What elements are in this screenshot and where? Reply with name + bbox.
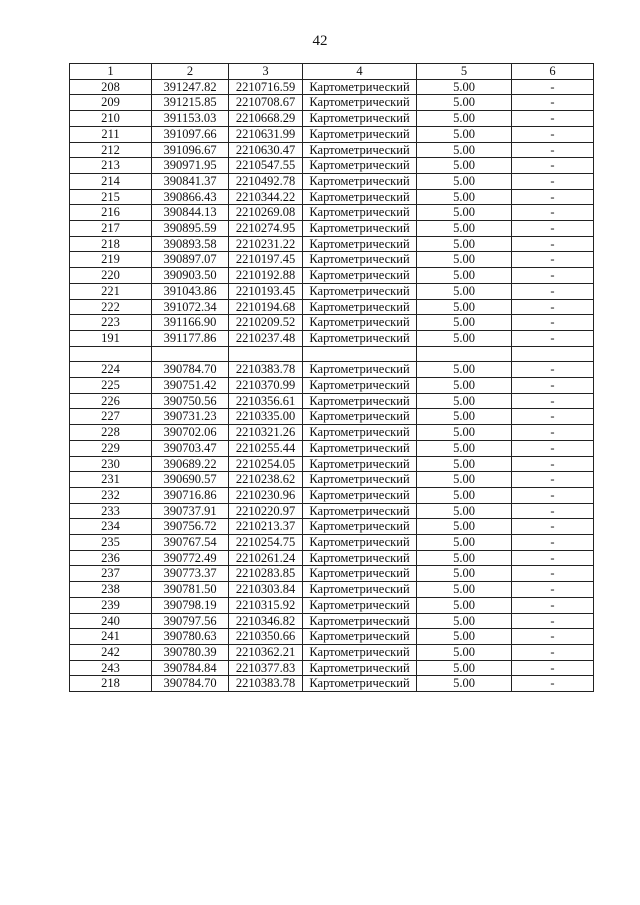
table-cell: 242 (70, 645, 152, 661)
table-row (70, 535, 594, 551)
table-cell: 2210383.78 (229, 362, 303, 378)
table-row (70, 362, 594, 378)
table-cell: - (512, 409, 594, 425)
table-cell: - (512, 252, 594, 268)
table-cell: 2210346.82 (229, 613, 303, 629)
table-cell: Картометрический (303, 519, 417, 535)
table-row (70, 205, 594, 221)
table-row (70, 346, 594, 362)
table-cell: 2210362.21 (229, 645, 303, 661)
table-cell: 5.00 (417, 268, 512, 284)
table-cell: - (512, 566, 594, 582)
table-cell: 390784.70 (152, 362, 229, 378)
table-cell: 5.00 (417, 205, 512, 221)
table-row (70, 425, 594, 441)
table-cell: 390731.23 (152, 409, 229, 425)
table-cell: 390702.06 (152, 425, 229, 441)
table-cell: 221 (70, 283, 152, 299)
table-cell: 2210230.96 (229, 487, 303, 503)
table-cell: 2210668.29 (229, 111, 303, 127)
table-cell: 5.00 (417, 676, 512, 692)
table-cell: 209 (70, 95, 152, 111)
table-cell: - (512, 550, 594, 566)
table-cell: 2210261.24 (229, 550, 303, 566)
table-cell: 390797.56 (152, 613, 229, 629)
table-cell: 210 (70, 111, 152, 127)
table-cell: Картометрический (303, 503, 417, 519)
table-row (70, 550, 594, 566)
table-cell: Картометрический (303, 205, 417, 221)
table-cell: 390841.37 (152, 173, 229, 189)
table-cell: 5.00 (417, 566, 512, 582)
table-cell: 5.00 (417, 189, 512, 205)
table-cell: 217 (70, 221, 152, 237)
table-cell: 2210315.92 (229, 597, 303, 613)
table-cell: - (512, 283, 594, 299)
column-header: 4 (303, 64, 417, 80)
table-cell: 227 (70, 409, 152, 425)
table-cell: 5.00 (417, 111, 512, 127)
table-cell: Картометрический (303, 676, 417, 692)
table-cell: - (512, 142, 594, 158)
table-cell: - (512, 629, 594, 645)
table-cell: 238 (70, 582, 152, 598)
table-row (70, 393, 594, 409)
table-cell: 5.00 (417, 158, 512, 174)
table-cell: - (512, 676, 594, 692)
table-row (70, 378, 594, 394)
table-cell: 211 (70, 126, 152, 142)
table-cell: 390780.63 (152, 629, 229, 645)
table-cell: 5.00 (417, 299, 512, 315)
table-cell: Картометрический (303, 111, 417, 127)
table-cell: 220 (70, 268, 152, 284)
table-row (70, 315, 594, 331)
table-cell: 5.00 (417, 236, 512, 252)
table-row (70, 660, 594, 676)
table-cell: Картометрический (303, 236, 417, 252)
table-cell (70, 346, 152, 362)
table-cell: 2210377.83 (229, 660, 303, 676)
table-cell: Картометрический (303, 283, 417, 299)
table-cell: Картометрический (303, 487, 417, 503)
table-row (70, 676, 594, 692)
table-cell: Картометрический (303, 95, 417, 111)
table-cell: - (512, 645, 594, 661)
table-cell: 5.00 (417, 393, 512, 409)
table-cell: Картометрический (303, 393, 417, 409)
table-cell: 2210547.55 (229, 158, 303, 174)
table-cell: 2210220.97 (229, 503, 303, 519)
table-cell: 2210269.08 (229, 205, 303, 221)
table-cell: Картометрический (303, 126, 417, 142)
table-cell: 2210193.45 (229, 283, 303, 299)
table-row (70, 79, 594, 95)
table-cell: 390773.37 (152, 566, 229, 582)
table-cell: Картометрический (303, 252, 417, 268)
table-cell: 390971.95 (152, 158, 229, 174)
table-cell: Картометрический (303, 597, 417, 613)
table-cell: 5.00 (417, 362, 512, 378)
table-cell: 237 (70, 566, 152, 582)
table-cell: 2210254.05 (229, 456, 303, 472)
table-cell: 223 (70, 315, 152, 331)
table-cell: - (512, 519, 594, 535)
table-cell: 2210321.26 (229, 425, 303, 441)
table-cell: 243 (70, 660, 152, 676)
table-cell: 390784.70 (152, 676, 229, 692)
page-number: 42 (312, 33, 328, 49)
table-cell: - (512, 456, 594, 472)
table-row (70, 582, 594, 598)
table-cell: Картометрический (303, 142, 417, 158)
table-cell: 5.00 (417, 629, 512, 645)
table-cell: 208 (70, 79, 152, 95)
table-cell: 2210708.67 (229, 95, 303, 111)
table-body (70, 64, 594, 692)
table-cell: 2210344.22 (229, 189, 303, 205)
table-cell: 391215.85 (152, 95, 229, 111)
table-cell: Картометрический (303, 425, 417, 441)
table-row (70, 330, 594, 346)
table-cell: 5.00 (417, 409, 512, 425)
table-cell: 2210274.95 (229, 221, 303, 237)
table-row (70, 299, 594, 315)
table-cell: 390690.57 (152, 472, 229, 488)
table-cell: - (512, 613, 594, 629)
table-cell: 236 (70, 550, 152, 566)
table-cell: 239 (70, 597, 152, 613)
table-cell: Картометрический (303, 362, 417, 378)
table-cell: 2210255.44 (229, 440, 303, 456)
table-cell: 391177.86 (152, 330, 229, 346)
table-cell: 390772.49 (152, 550, 229, 566)
table-cell: 5.00 (417, 173, 512, 189)
table-row (70, 189, 594, 205)
table-cell: Картометрический (303, 456, 417, 472)
table-row (70, 173, 594, 189)
table-cell: 5.00 (417, 440, 512, 456)
table-cell: - (512, 221, 594, 237)
table-cell: 2210231.22 (229, 236, 303, 252)
table-cell: 390897.07 (152, 252, 229, 268)
table-cell: 2210350.66 (229, 629, 303, 645)
table-cell: Картометрический (303, 378, 417, 394)
table-cell: 390798.19 (152, 597, 229, 613)
table-cell: 390756.72 (152, 519, 229, 535)
table-cell: 231 (70, 472, 152, 488)
table-cell: - (512, 173, 594, 189)
table-cell: 222 (70, 299, 152, 315)
table-cell: 2210631.99 (229, 126, 303, 142)
table-header-row (70, 64, 594, 80)
table-row (70, 613, 594, 629)
table-row (70, 519, 594, 535)
table-cell: - (512, 393, 594, 409)
table-cell: Картометрический (303, 173, 417, 189)
table-cell: 229 (70, 440, 152, 456)
table-cell (229, 346, 303, 362)
table-cell: - (512, 79, 594, 95)
table-cell: Картометрический (303, 299, 417, 315)
table-cell: 235 (70, 535, 152, 551)
table-cell: - (512, 597, 594, 613)
column-header: 5 (417, 64, 512, 80)
table-cell: - (512, 299, 594, 315)
table-cell: Картометрический (303, 645, 417, 661)
table-cell: 218 (70, 236, 152, 252)
table-row (70, 252, 594, 268)
table-cell: 391166.90 (152, 315, 229, 331)
table-cell: 390784.84 (152, 660, 229, 676)
table-cell: 5.00 (417, 378, 512, 394)
table-cell: 390767.54 (152, 535, 229, 551)
table-cell: 391072.34 (152, 299, 229, 315)
table-cell: 5.00 (417, 142, 512, 158)
table-cell: - (512, 440, 594, 456)
table-cell: 2210383.78 (229, 676, 303, 692)
table-row (70, 597, 594, 613)
table-row (70, 158, 594, 174)
table-row (70, 111, 594, 127)
table-cell: 2210197.45 (229, 252, 303, 268)
table-cell: - (512, 330, 594, 346)
table-cell: - (512, 378, 594, 394)
table-cell: 2210209.52 (229, 315, 303, 331)
table-cell: 2210716.59 (229, 79, 303, 95)
table-cell (152, 346, 229, 362)
table-cell: 5.00 (417, 221, 512, 237)
table-cell: 390866.43 (152, 189, 229, 205)
table-cell: 218 (70, 676, 152, 692)
table-cell: - (512, 95, 594, 111)
table-cell: 390895.59 (152, 221, 229, 237)
table-cell: 390689.22 (152, 456, 229, 472)
column-header: 1 (70, 64, 152, 80)
table-cell: 391096.67 (152, 142, 229, 158)
table-cell: Картометрический (303, 189, 417, 205)
table-cell: - (512, 111, 594, 127)
table-cell: Картометрический (303, 440, 417, 456)
table-cell: Картометрический (303, 550, 417, 566)
table-cell: 5.00 (417, 330, 512, 346)
table-cell: - (512, 158, 594, 174)
table-cell: 225 (70, 378, 152, 394)
table-cell: 390751.42 (152, 378, 229, 394)
table-row (70, 126, 594, 142)
table-cell: 2210303.84 (229, 582, 303, 598)
table-cell: 2210237.48 (229, 330, 303, 346)
table-cell: 240 (70, 613, 152, 629)
table-cell: Картометрический (303, 79, 417, 95)
table-cell: 390780.39 (152, 645, 229, 661)
table-cell: 191 (70, 330, 152, 346)
table-cell: 5.00 (417, 95, 512, 111)
table-cell: 5.00 (417, 283, 512, 299)
table-cell: Картометрический (303, 535, 417, 551)
table-cell: - (512, 189, 594, 205)
table-row (70, 487, 594, 503)
table-cell: 214 (70, 173, 152, 189)
table-cell: 226 (70, 393, 152, 409)
table-cell: 5.00 (417, 535, 512, 551)
column-header: 6 (512, 64, 594, 80)
table-cell: 391247.82 (152, 79, 229, 95)
table-cell: 5.00 (417, 613, 512, 629)
table-cell: 212 (70, 142, 152, 158)
table-cell: 232 (70, 487, 152, 503)
table-row (70, 268, 594, 284)
table-cell: 2210370.99 (229, 378, 303, 394)
table-cell: 390781.50 (152, 582, 229, 598)
table-cell: - (512, 425, 594, 441)
table-cell: 5.00 (417, 660, 512, 676)
table-cell: Картометрический (303, 613, 417, 629)
table-cell: 215 (70, 189, 152, 205)
table-cell: Картометрический (303, 315, 417, 331)
table-cell: 216 (70, 205, 152, 221)
table-cell: 2210630.47 (229, 142, 303, 158)
table-row (70, 221, 594, 237)
table-cell: Картометрический (303, 330, 417, 346)
table-cell: 390750.56 (152, 393, 229, 409)
table-cell: 5.00 (417, 487, 512, 503)
table-cell: 390716.86 (152, 487, 229, 503)
table-cell: 2210213.37 (229, 519, 303, 535)
table-cell: - (512, 660, 594, 676)
table-row (70, 566, 594, 582)
table-cell: Картометрический (303, 660, 417, 676)
table-row (70, 142, 594, 158)
table-cell: Картометрический (303, 158, 417, 174)
table-cell: - (512, 535, 594, 551)
table-cell: 5.00 (417, 126, 512, 142)
table-cell: 5.00 (417, 79, 512, 95)
table-cell: - (512, 236, 594, 252)
table-cell: - (512, 268, 594, 284)
table-cell: - (512, 205, 594, 221)
table-cell: 5.00 (417, 597, 512, 613)
table-cell: 2210238.62 (229, 472, 303, 488)
table-row (70, 283, 594, 299)
table-cell: 2210254.75 (229, 535, 303, 551)
table-cell: Картометрический (303, 472, 417, 488)
table-cell: Картометрический (303, 566, 417, 582)
table-cell: 213 (70, 158, 152, 174)
table-row (70, 629, 594, 645)
table-cell: 219 (70, 252, 152, 268)
table-cell: - (512, 362, 594, 378)
table-cell (512, 346, 594, 362)
table-cell: 5.00 (417, 503, 512, 519)
table-cell: 390737.91 (152, 503, 229, 519)
table-cell (417, 346, 512, 362)
coordinates-table (69, 63, 594, 692)
table-row (70, 456, 594, 472)
table-row (70, 236, 594, 252)
table-cell: 2210194.68 (229, 299, 303, 315)
table-cell: Картометрический (303, 268, 417, 284)
table-cell: 390844.13 (152, 205, 229, 221)
table-cell: - (512, 472, 594, 488)
table-cell: 5.00 (417, 550, 512, 566)
table-cell: 391043.86 (152, 283, 229, 299)
column-header: 3 (229, 64, 303, 80)
table-cell: 5.00 (417, 425, 512, 441)
table-cell: 5.00 (417, 315, 512, 331)
table-cell: 234 (70, 519, 152, 535)
table-cell: 391153.03 (152, 111, 229, 127)
table-cell: - (512, 503, 594, 519)
table-row (70, 472, 594, 488)
table-cell (303, 346, 417, 362)
table-cell: 230 (70, 456, 152, 472)
table-cell: - (512, 315, 594, 331)
table-cell: 5.00 (417, 456, 512, 472)
table-cell: 241 (70, 629, 152, 645)
table-row (70, 645, 594, 661)
table-cell: 390703.47 (152, 440, 229, 456)
table-cell: 2210356.61 (229, 393, 303, 409)
table-cell: 233 (70, 503, 152, 519)
table-cell: 5.00 (417, 252, 512, 268)
table-cell: 2210192.88 (229, 268, 303, 284)
table-cell: 5.00 (417, 645, 512, 661)
table-cell: 2210283.85 (229, 566, 303, 582)
table-row (70, 440, 594, 456)
table-cell: Картометрический (303, 629, 417, 645)
table-cell: 390893.58 (152, 236, 229, 252)
table-cell: 5.00 (417, 472, 512, 488)
table-cell: 5.00 (417, 582, 512, 598)
table-row (70, 95, 594, 111)
table-cell: Картометрический (303, 409, 417, 425)
table-cell: 2210335.00 (229, 409, 303, 425)
table-row (70, 503, 594, 519)
table-cell: Картометрический (303, 582, 417, 598)
table-cell: 5.00 (417, 519, 512, 535)
table-cell: 224 (70, 362, 152, 378)
table-cell: Картометрический (303, 221, 417, 237)
table-cell: 391097.66 (152, 126, 229, 142)
table-cell: - (512, 126, 594, 142)
column-header: 2 (152, 64, 229, 80)
table-cell: 390903.50 (152, 268, 229, 284)
table-cell: - (512, 582, 594, 598)
table-cell: 2210492.78 (229, 173, 303, 189)
table-cell: - (512, 487, 594, 503)
table-row (70, 409, 594, 425)
table-cell: 228 (70, 425, 152, 441)
